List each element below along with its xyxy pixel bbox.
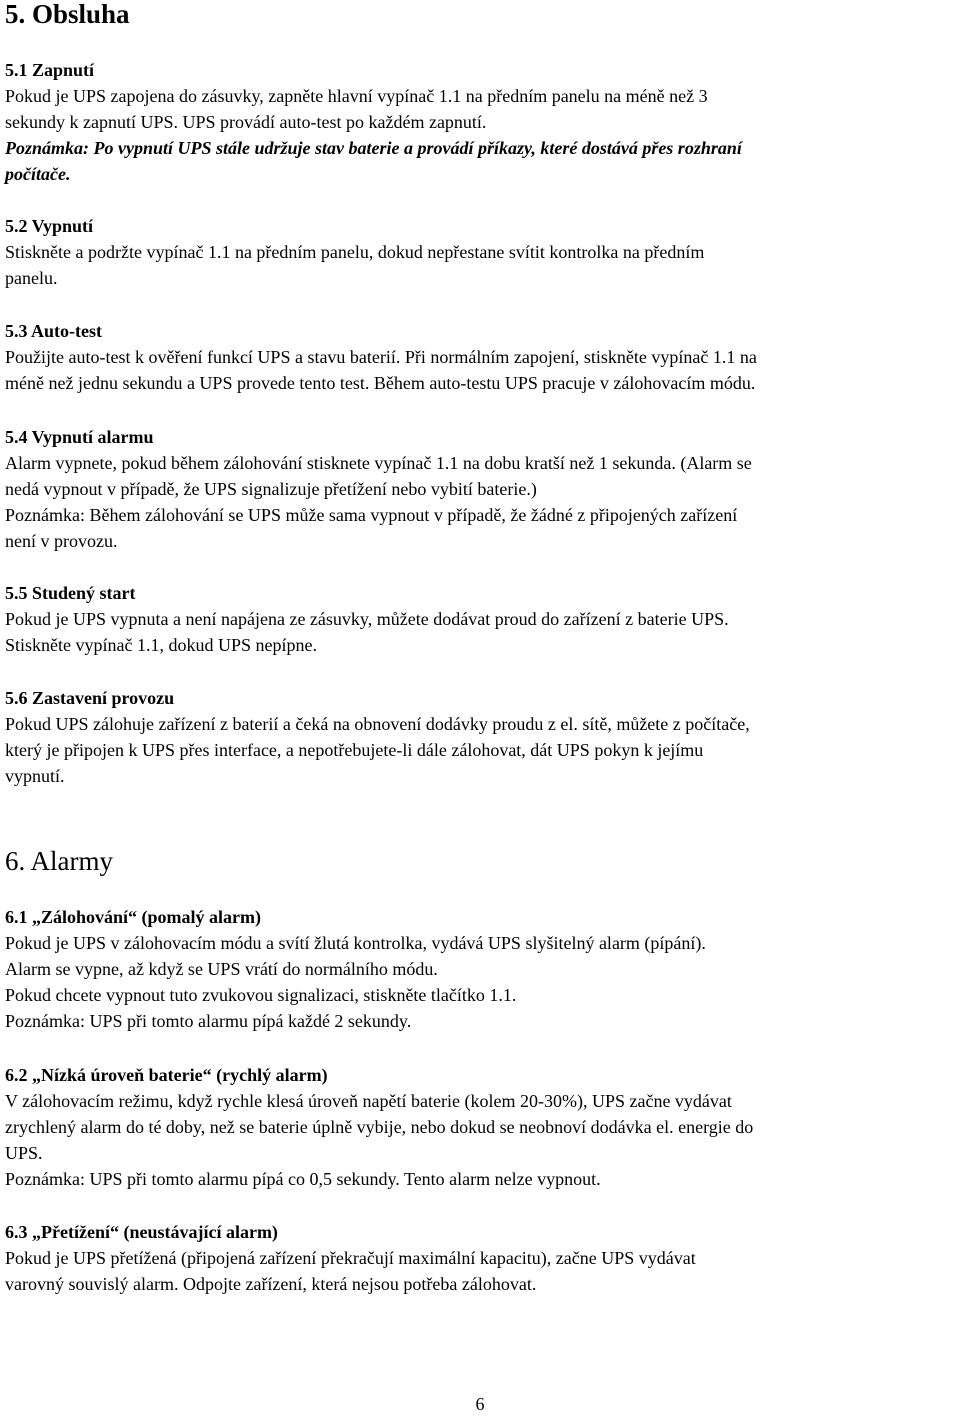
section-5-title-block (5, 0, 940, 28)
paragraph-line: Pokud je UPS v zálohovacím módu a svítí žlutá kontrolka, vydává UPS slyšitelný alarm (pípání). (5, 933, 706, 953)
section-5-2 (5, 213, 940, 291)
page-number: 6 (475, 1394, 485, 1414)
paragraph-line: UPS. (5, 1143, 43, 1163)
paragraph-line: Alarm vypnete, pokud během zálohování stisknete vypínač 1.1 na dobu kratší než 1 sekunda. (Alarm se (5, 453, 752, 473)
paragraph-line: varovný souvislý alarm. Odpojte zařízení, která nejsou potřeba zálohovat. (5, 1274, 537, 1294)
subsection-heading: 5.4 Vypnutí alarmu (5, 427, 154, 447)
paragraph-line: Poznámka: UPS při tomto alarmu pípá každé 2 sekundy. (5, 1011, 412, 1031)
subsection-heading: 6.3 „Přetížení“ (neustávající alarm) (5, 1222, 278, 1242)
section-5-6 (5, 685, 940, 789)
paragraph-line: Pokud je UPS vypnuta a není napájena ze zásuvky, můžete dodávat proud do zařízení z baterie UPS. (5, 609, 729, 629)
subsection-heading: 5.2 Vypnutí (5, 216, 94, 236)
paragraph-line: Pokud UPS zálohuje zařízení z baterií a čeká na obnovení dodávky proudu z el. sítě, můžete z počítače, (5, 714, 750, 734)
section-title: 5. Obsluha (5, 0, 130, 29)
note-line: Poznámka: Po vypnutí UPS stále udržuje stav baterie a provádí příkazy, které dostává přes rozhraní (5, 138, 742, 158)
subsection-heading: 5.3 Auto-test (5, 321, 102, 341)
paragraph-line: Poznámka: UPS při tomto alarmu pípá co 0,5 sekundy. Tento alarm nelze vypnout. (5, 1169, 601, 1189)
section-6-3 (5, 1219, 940, 1297)
paragraph-line: který je připojen k UPS přes interface, a nepotřebujete-li dále zálohovat, dát UPS pokyn k jejímu (5, 740, 704, 760)
paragraph-line: vypnutí. (5, 766, 65, 786)
section-6-2 (5, 1062, 940, 1192)
subsection-heading: 6.2 „Nízká úroveň baterie“ (rychlý alarm) (5, 1065, 328, 1085)
section-5-1 (5, 57, 940, 187)
paragraph-line: Poznámka: Během zálohování se UPS může sama vypnout v případě, že žádné z připojených zařízení (5, 505, 738, 525)
section-6-1 (5, 904, 940, 1034)
subsection-heading: 5.1 Zapnutí (5, 60, 95, 80)
section-5-4 (5, 424, 940, 554)
paragraph-line: Pokud je UPS přetížená (připojená zařízení překračují maximální kapacitu), začne UPS vydávat (5, 1248, 696, 1268)
section-5-3 (5, 318, 940, 396)
paragraph-line: Stiskněte vypínač 1.1, dokud UPS nepípne. (5, 635, 317, 655)
section-6-title-block (5, 847, 940, 875)
subsection-heading: 5.6 Zastavení provozu (5, 688, 175, 708)
paragraph-line: zrychlený alarm do té doby, než se baterie úplně vybije, nebo dokud se neobnoví dodávka el. energie do (5, 1117, 754, 1137)
paragraph-line: Alarm se vypne, až když se UPS vrátí do normálního módu. (5, 959, 438, 979)
paragraph-line: panelu. (5, 268, 58, 288)
paragraph-line: není v provozu. (5, 531, 118, 551)
paragraph-line: Pokud je UPS zapojena do zásuvky, zapněte hlavní vypínač 1.1 na předním panelu na méně než 3 (5, 86, 708, 106)
paragraph-line: Použijte auto-test k ověření funkcí UPS a stavu baterií. Při normálním zapojení, stiskněte vypínač 1.1 na (5, 347, 757, 367)
note-line: počítače. (5, 164, 71, 184)
subsection-heading: 5.5 Studený start (5, 583, 136, 603)
paragraph-line: nedá vypnout v případě, že UPS signalizuje přetížení nebo vybití baterie.) (5, 479, 537, 499)
section-5-5 (5, 580, 940, 658)
paragraph-line: V zálohovacím režimu, když rychle klesá úroveň napětí baterie (kolem 20-30%), UPS začne vydávat (5, 1091, 732, 1111)
paragraph-line: méně než jednu sekundu a UPS provede tento test. Během auto-testu UPS pracuje v zálohovacím módu. (5, 373, 756, 393)
section-title: 6. Alarmy (5, 846, 113, 876)
paragraph-line: Pokud chcete vypnout tuto zvukovou signalizaci, stiskněte tlačítko 1.1. (5, 985, 517, 1005)
subsection-heading: 6.1 „Zálohování“ (pomalý alarm) (5, 907, 262, 927)
paragraph-line: Stiskněte a podržte vypínač 1.1 na předním panelu, dokud nepřestane svítit kontrolka na předním (5, 242, 705, 262)
paragraph-line: sekundy k zapnutí UPS. UPS provádí auto-test po každém zapnutí. (5, 112, 487, 132)
